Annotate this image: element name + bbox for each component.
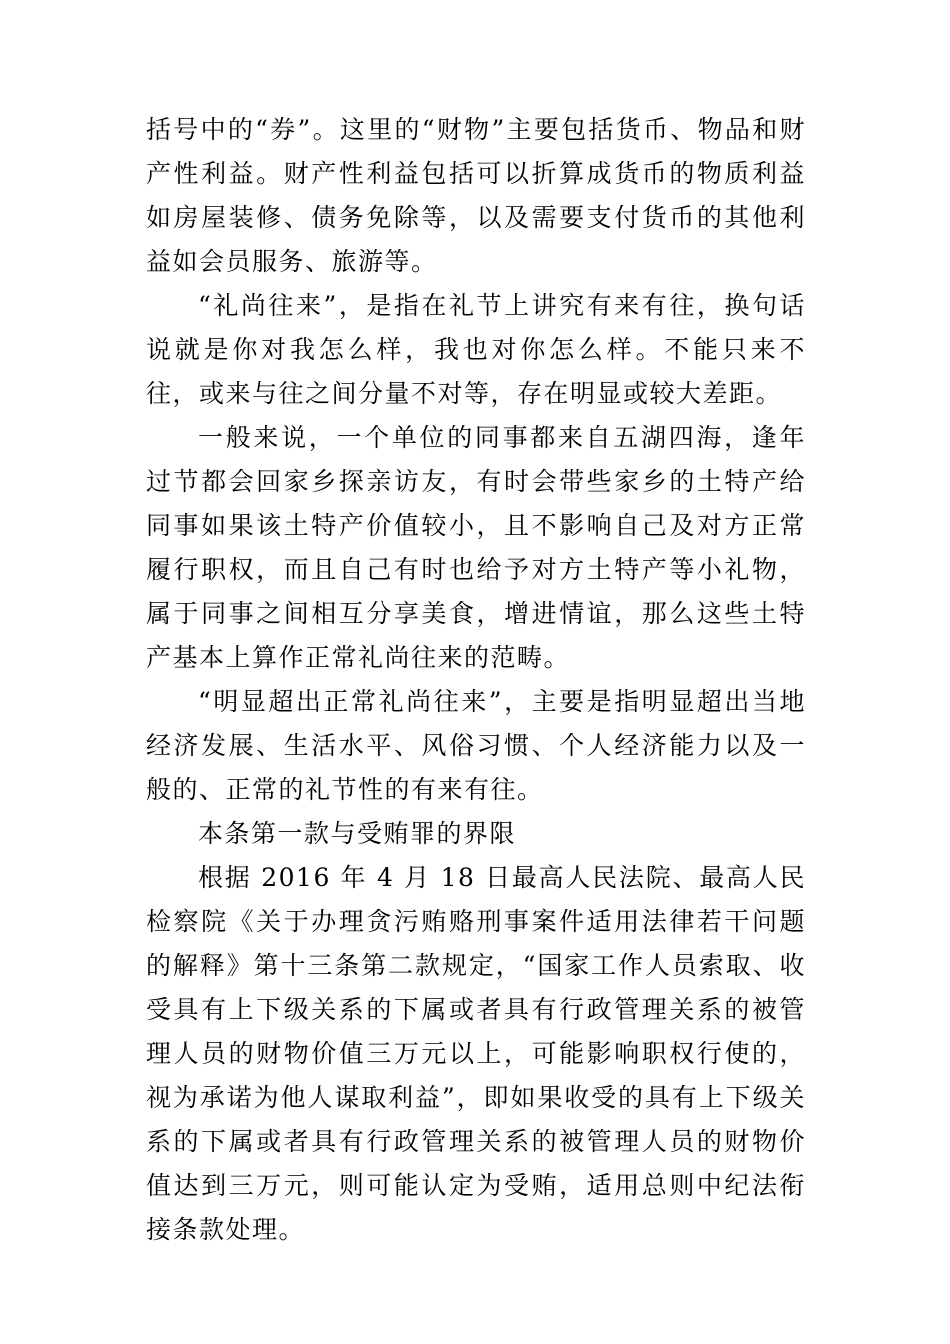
paragraph-3: 一般来说，一个单位的同事都来自五湖四海，逢年过节都会回家乡探亲访友，有时会带些家乡的土特产给同事如果该土特产价值较小，且不影响自己及对方正常履行职权，而且自己有时也给予对方土特产等小礼物，属于同事之间相互分享美食，增进情谊，那么这些土特产基本上算作正常礼尚往来的范畴。	[146, 423, 806, 672]
paragraph-1: 括号中的“券”。这里的“财物”主要包括货币、物品和财产性利益。财产性利益包括可以折算成货币的物质利益如房屋装修、债务免除等，以及需要支付货币的其他利益如会员服务、旅游等。	[146, 115, 806, 276]
paragraph-6: 根据 2016 年 4 月 18 日最高人民法院、最高人民检察院《关于办理贪污贿赂刑事案件适用法律若干问题的解释》第十三条第二款规定，“国家工作人员索取、收受具有上下级关系的下属或者具有行政管理关系的被管理人员的财物价值三万元以上，可能影响职权行使的，视为承诺为他人谋取利益”，即如果收受的具有上下级关系的下属或者具有行政管理关系的被管理人员的财物价值达到三万元，则可能认定为受贿，适用总则中纪法衔接条款处理。	[146, 863, 806, 1244]
paragraph-4: “明显超出正常礼尚往来”，主要是指明显超出当地经济发展、生活水平、风俗习惯、个人经济能力以及一般的、正常的礼节性的有来有往。	[146, 687, 806, 804]
paragraph-2: “礼尚往来”，是指在礼节上讲究有来有往，换句话说就是你对我怎么样，我也对你怎么样。不能只来不往，或来与往之间分量不对等，存在明显或较大差距。	[146, 291, 806, 408]
document-body	[146, 108, 806, 1252]
section-heading: 本条第一款与受贿罪的界限	[198, 819, 517, 848]
